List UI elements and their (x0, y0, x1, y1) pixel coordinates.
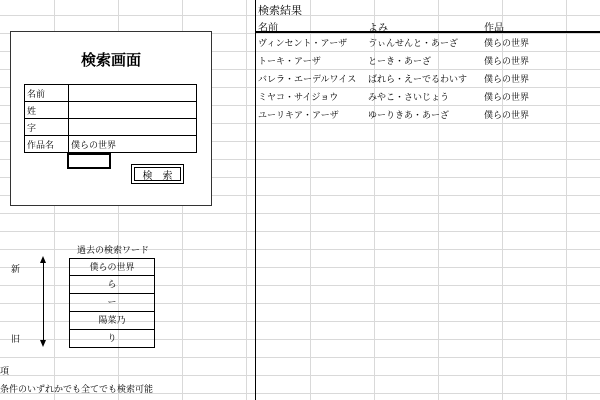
field-label: 作品名 (25, 136, 69, 153)
surname-field[interactable] (69, 102, 197, 119)
result-name: ヴィンセント・アーザ (258, 39, 348, 49)
result-work: 僕らの世界 (484, 39, 530, 49)
result-row[interactable] (255, 33, 600, 51)
header-reading: よみ (368, 23, 388, 34)
field-label: 名前 (25, 85, 69, 102)
results-title: 検索結果 (258, 4, 302, 17)
field-row-work (25, 136, 197, 153)
result-work: 僕らの世界 (484, 93, 530, 103)
history-item[interactable]: ー (69, 294, 155, 312)
azana-field[interactable] (69, 119, 197, 136)
result-reading: ゆーりきあ・あーざ (368, 111, 450, 121)
field-label: 姓 (25, 102, 69, 119)
history-item[interactable]: ら (69, 276, 155, 294)
field-row-name (25, 85, 197, 102)
search-form-title: 検索画面 (80, 51, 141, 69)
history-list (69, 258, 155, 348)
note-line-1: 項 (0, 367, 10, 377)
result-reading: ばれら・えーでるわいす (368, 75, 468, 85)
result-name: バレラ・エーデルワイス (258, 75, 357, 85)
result-work: 僕らの世界 (484, 75, 530, 85)
results-header (255, 19, 600, 33)
search-form-panel (10, 31, 212, 206)
result-reading: ゔぃんせんと・あーざ (368, 39, 459, 49)
timeline-arrow-line (43, 260, 44, 342)
field-row-azana (25, 119, 197, 136)
result-name: ミヤコ・サイジョウ (258, 93, 339, 103)
arrow-down-icon (40, 340, 46, 347)
history-item[interactable]: 陽菜乃 (69, 312, 155, 330)
result-reading: とーき・あーざ (368, 57, 432, 67)
name-field[interactable] (69, 85, 197, 102)
work-title-field[interactable]: 僕らの世界 (69, 136, 197, 153)
result-name: ユーリキア・アーザ (258, 111, 339, 121)
result-work: 僕らの世界 (484, 111, 530, 121)
header-work: 作品 (484, 23, 504, 34)
result-row[interactable] (255, 87, 600, 105)
result-reading: みやこ・さいじょう (368, 93, 450, 103)
history-new-label: 新 (11, 265, 21, 275)
result-work: 僕らの世界 (484, 57, 530, 67)
result-name: トーキ・アーザ (258, 57, 321, 67)
note-line-2: 条件のいずれかでも全てでも検索可能 (0, 385, 154, 395)
result-row[interactable] (255, 105, 600, 123)
field-label: 字 (25, 119, 69, 136)
search-fields-table (24, 84, 197, 153)
history-item[interactable]: 僕らの世界 (69, 258, 155, 276)
field-row-surname (25, 102, 197, 119)
active-cell-cursor[interactable] (67, 153, 111, 169)
result-row[interactable] (255, 69, 600, 87)
history-item[interactable]: り (69, 330, 155, 348)
search-button[interactable]: 検索 (131, 164, 184, 184)
history-caption: 過去の検索ワード (77, 246, 150, 256)
header-name: 名前 (258, 23, 278, 34)
history-old-label: 旧 (11, 335, 21, 345)
result-row[interactable] (255, 51, 600, 69)
